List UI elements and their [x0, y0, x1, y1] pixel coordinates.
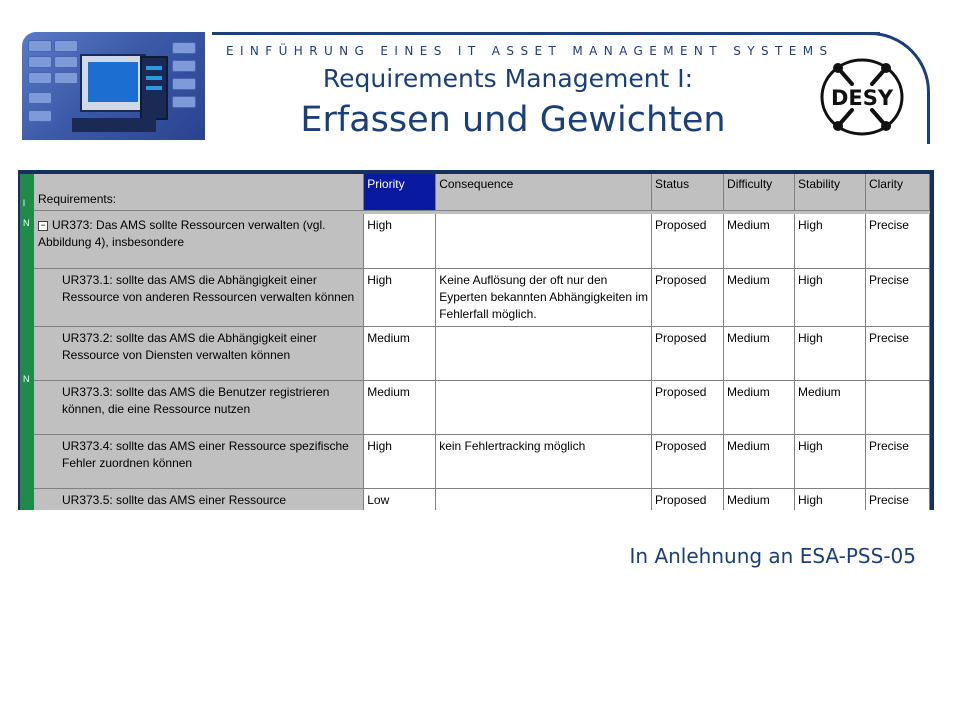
consequence-cell[interactable] — [436, 488, 652, 510]
requirement-cell[interactable]: UR373.3: sollte das AMS die Benutzer registrieren können, die eine Ressource nutzen — [34, 380, 364, 434]
column-header-consequence[interactable]: Consequence — [436, 174, 652, 210]
requirement-cell[interactable]: UR373.1: sollte das AMS die Abhängigkeit einer Ressource von anderen Ressourcen verwalten können — [34, 268, 364, 326]
presentation-subtitle: EINFÜHRUNG EINES IT ASSET MANAGEMENT SYSTEMS — [226, 44, 834, 58]
collapse-toggle-icon[interactable]: − — [38, 221, 48, 231]
column-header-stability[interactable]: Stability — [795, 174, 866, 210]
left-tool-strip: l N N — [20, 174, 34, 510]
clarity-cell[interactable]: Precise — [865, 488, 929, 510]
requirement-cell[interactable]: UR373.4: sollte das AMS einer Ressource spezifische Fehler zuordnen können — [34, 434, 364, 488]
status-cell[interactable]: Proposed — [652, 380, 724, 434]
slide-heading: Erfassen und Gewichten — [300, 100, 726, 140]
desy-logo-text: DESY — [830, 86, 894, 110]
requirement-cell[interactable]: UR373.2: sollte das AMS die Abhängigkeit einer Ressource von Diensten verwalten können — [34, 326, 364, 380]
consequence-cell[interactable] — [436, 214, 652, 268]
stability-cell[interactable]: High — [795, 434, 866, 488]
consequence-cell[interactable]: Keine Auflösung der oft nur den Eyperten bekannten Abhängigkeiten im Fehlerfall möglich. — [436, 268, 652, 326]
computer-tower-icon — [140, 56, 168, 120]
keyboard-icon — [72, 118, 156, 132]
table-row[interactable] — [34, 214, 930, 268]
requirements-screenshot — [18, 170, 934, 510]
difficulty-cell[interactable]: Medium — [724, 434, 795, 488]
header-computer-image — [22, 32, 205, 140]
requirements-column-header[interactable]: Requirements: — [34, 174, 364, 210]
clarity-cell[interactable]: Precise — [865, 434, 929, 488]
status-cell[interactable]: Proposed — [652, 488, 724, 510]
priority-cell[interactable]: High — [364, 214, 436, 268]
status-cell[interactable]: Proposed — [652, 326, 724, 380]
stability-cell[interactable]: High — [795, 326, 866, 380]
column-header-priority[interactable]: Priority — [364, 174, 436, 210]
stability-cell[interactable]: High — [795, 488, 866, 510]
consequence-cell[interactable] — [436, 326, 652, 380]
consequence-cell[interactable] — [436, 380, 652, 434]
status-cell[interactable]: Proposed — [652, 214, 724, 268]
requirements-grid-view — [34, 174, 930, 510]
priority-cell[interactable]: Low — [364, 488, 436, 510]
clarity-cell[interactable]: Precise — [865, 268, 929, 326]
requirement-cell[interactable]: UR373.5: sollte das AMS einer Ressource — [34, 488, 364, 510]
stability-cell[interactable]: Medium — [795, 380, 866, 434]
column-header-difficulty[interactable]: Difficulty — [724, 174, 795, 210]
clarity-cell[interactable]: Precise — [865, 214, 929, 268]
table-row[interactable] — [34, 326, 930, 380]
difficulty-cell[interactable]: Medium — [724, 380, 795, 434]
requirements-table — [34, 174, 930, 510]
difficulty-cell[interactable]: Medium — [724, 488, 795, 510]
status-cell[interactable]: Proposed — [652, 268, 724, 326]
header-rule — [212, 32, 880, 35]
slide-title: Requirements Management I: — [322, 64, 694, 93]
difficulty-cell[interactable]: Medium — [724, 326, 795, 380]
desy-logo — [818, 56, 906, 138]
column-header-clarity[interactable]: Clarity — [865, 174, 929, 210]
table-header-row — [34, 174, 930, 210]
priority-cell[interactable]: High — [364, 268, 436, 326]
priority-cell[interactable]: Medium — [364, 380, 436, 434]
priority-cell[interactable]: Medium — [364, 326, 436, 380]
stability-cell[interactable]: High — [795, 268, 866, 326]
status-cell[interactable]: Proposed — [652, 434, 724, 488]
monitor-icon — [80, 54, 146, 112]
difficulty-cell[interactable]: Medium — [724, 214, 795, 268]
table-row[interactable] — [34, 380, 930, 434]
column-header-status[interactable]: Status — [652, 174, 724, 210]
difficulty-cell[interactable]: Medium — [724, 268, 795, 326]
priority-cell[interactable]: High — [364, 434, 436, 488]
consequence-cell[interactable]: kein Fehlertracking möglich — [436, 434, 652, 488]
clarity-cell[interactable] — [865, 380, 929, 434]
source-citation: In Anlehnung an ESA-PSS-05 — [629, 544, 916, 568]
stability-cell[interactable]: High — [795, 214, 866, 268]
table-row[interactable] — [34, 488, 930, 510]
table-row[interactable] — [34, 434, 930, 488]
clarity-cell[interactable]: Precise — [865, 326, 929, 380]
table-row[interactable] — [34, 268, 930, 326]
requirement-cell[interactable]: − UR373: Das AMS sollte Ressourcen verwalten (vgl. Abbildung 4), insbesondere — [34, 214, 364, 268]
